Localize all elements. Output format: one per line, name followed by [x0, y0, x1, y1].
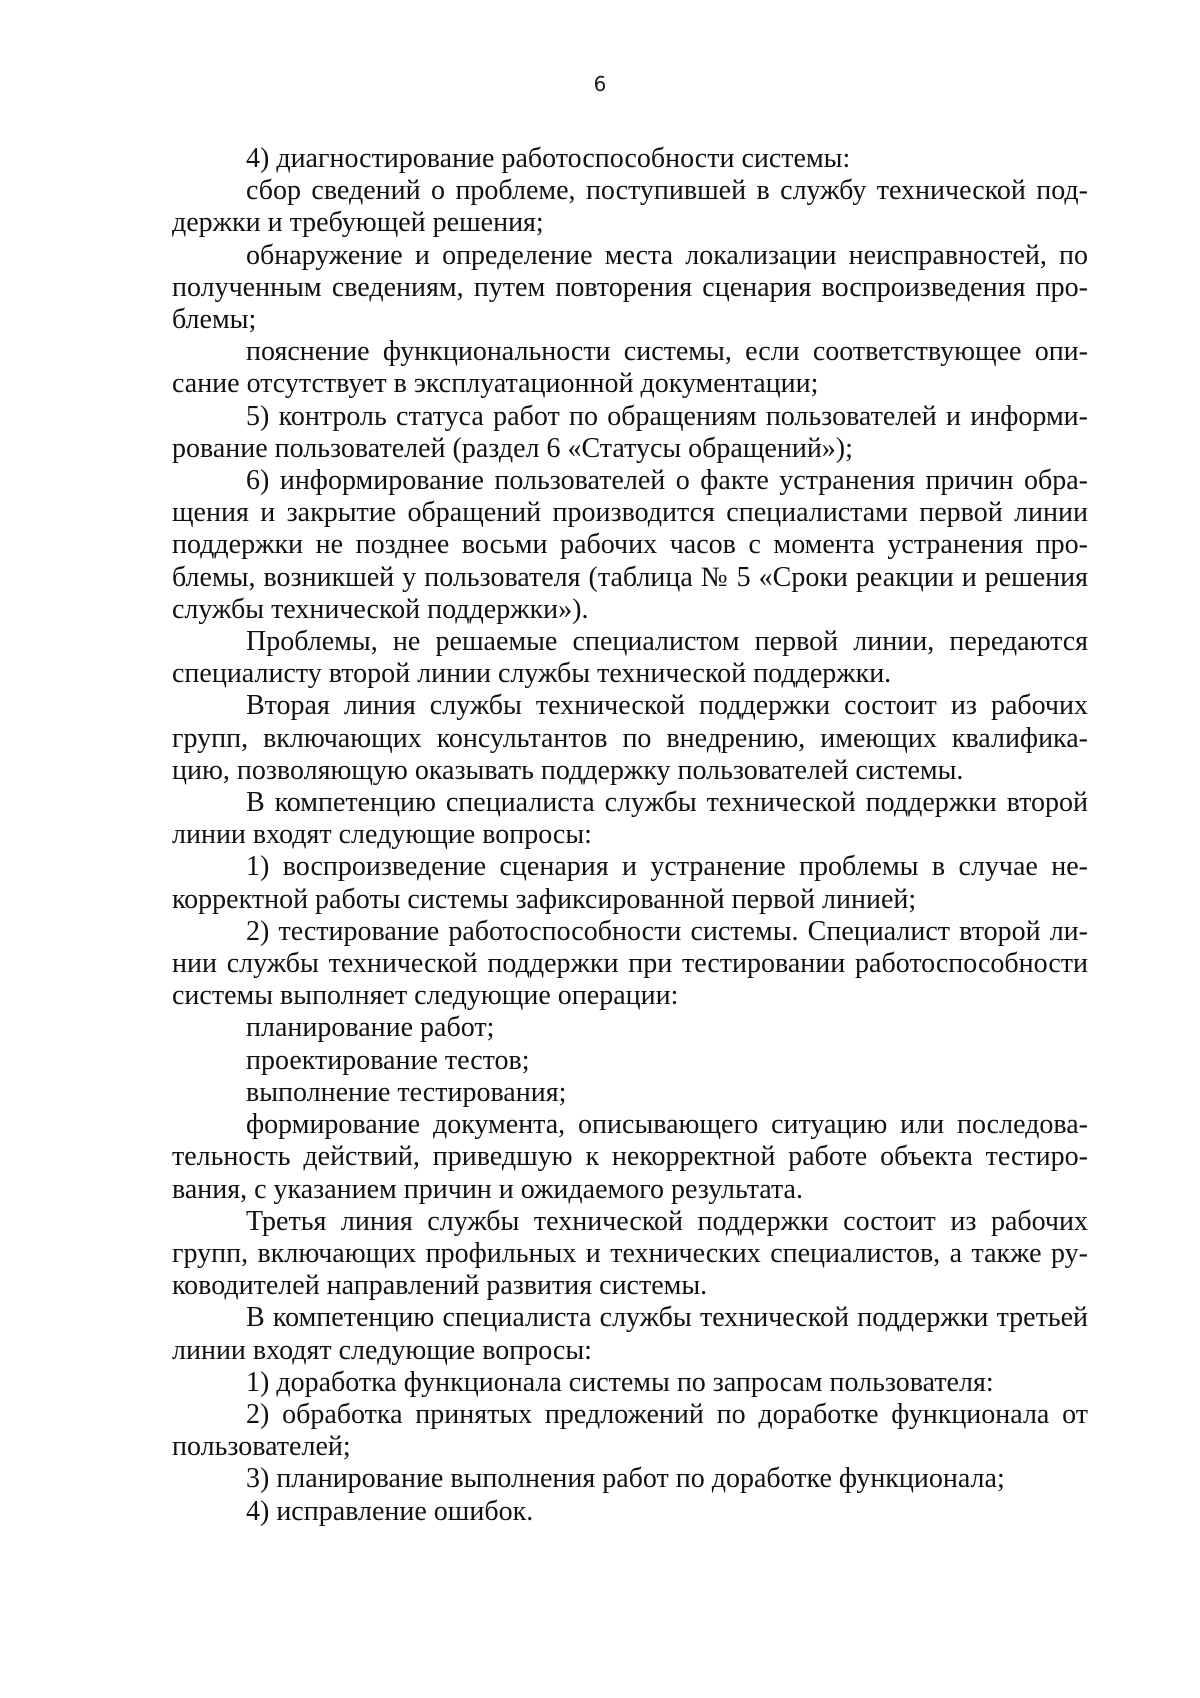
document-body: [172, 143, 1088, 1528]
paragraph-report-forming: формирование документа, описывающего ситуацию или последовательность действий, приведшую к некорректной работе объекта тестирования, с указанием причин и ожидаемого результата.: [172, 1109, 1088, 1205]
paragraph-test-design: проектирование тестов;: [246, 1044, 530, 1076]
paragraph-escalation: Проблемы, не решаемые специалистом первой линии, передаются специалисту второй линии службы технической поддержки.: [172, 626, 1088, 690]
paragraph-work-planning: планирование работ;: [246, 1012, 495, 1044]
paragraph-third-line-item-1: 1) доработка функционала системы по запросам пользователя:: [246, 1366, 994, 1398]
paragraph-third-line-composition: Третья линия службы технической поддержки состоит из рабочих групп, включающих профильных и технических специалистов, а также руководителей направлений развития системы.: [172, 1205, 1088, 1302]
paragraph-status-control: 5) контроль статуса работ по обращениям пользователей и информирование пользователей (раздел 6 «Статусы обращений»);: [172, 400, 1088, 464]
paragraph-third-line-item-4: 4) исправление ошибок.: [246, 1495, 534, 1527]
paragraph-functionality-explanation: пояснение функциональности системы, если соответствующее описание отсутствует в эксплуатационной документации;: [172, 336, 1088, 400]
paragraph-third-line-item-3: 3) планирование выполнения работ по доработке функционала;: [246, 1463, 1005, 1495]
page-number: 6: [593, 72, 607, 96]
paragraph-second-line-item-1: 1) воспроизведение сценария и устранение проблемы в случае некорректной работы системы зафиксированной первой линией;: [172, 851, 1088, 915]
paragraph-third-line-scope: В компетенцию специалиста службы технической поддержки третьей линии входят следующие вопросы:: [172, 1302, 1088, 1366]
paragraph-second-line-composition: Вторая линия службы технической поддержки состоит из рабочих групп, включающих консультантов по внедрению, имеющих квалификацию, позволяющую оказывать поддержку пользователей системы.: [172, 690, 1088, 786]
paragraph-second-line-scope: В компетенцию специалиста службы технической поддержки второй линии входят следующие вопросы:: [172, 787, 1088, 851]
paragraph-user-notification: 6) информирование пользователей о факте устранения причин обращения и закрытие обращений производится специалистами первой линии поддержки не позднее восьми рабочих часов с момента устранения проблемы, возникшей у пользователя (таблица № 5 «Сроки реакции и решения службы технической поддержки»).: [172, 465, 1088, 625]
paragraph-test-execution: выполнение тестирования;: [246, 1076, 567, 1108]
paragraph-fault-localization: обнаружение и определение места локализации неисправностей, по полученным сведениям, путем повторения сценария воспроизведения проблемы;: [172, 239, 1088, 336]
paragraph-third-line-item-2: 2) обработка принятых предложений по доработке функционала от пользователей;: [172, 1398, 1088, 1463]
paragraph-collect-info: сбор сведений о проблеме, поступившей в службу технической поддержки и требующей решения;: [172, 175, 1088, 239]
paragraph-second-line-item-2: 2) тестирование работоспособности системы. Специалист второй линии службы технической поддержки при тестировании работоспособности системы выполняет следующие операции:: [172, 915, 1088, 1012]
paragraph-diagnostics-heading: 4) диагностирование работоспособности системы:: [246, 143, 851, 174]
